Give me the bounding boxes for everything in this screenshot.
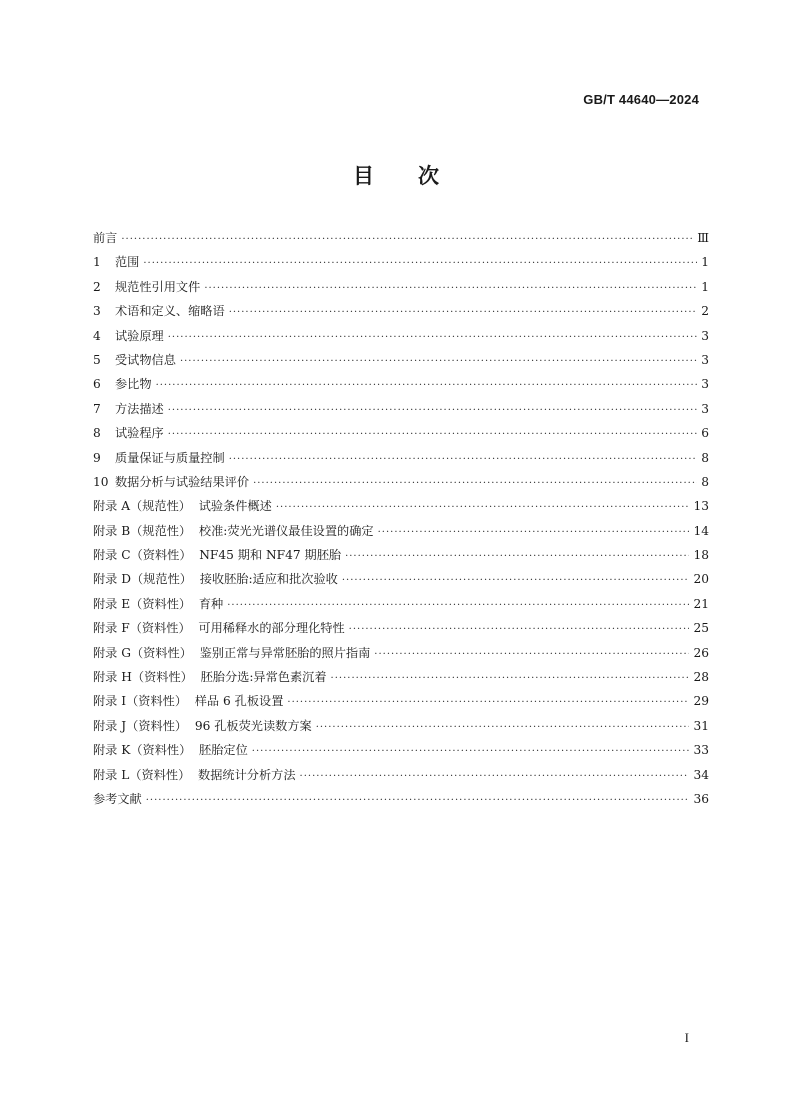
toc-entry-number: 5 bbox=[93, 352, 101, 367]
toc-entry-label: 附录 L（资料性） 数据统计分析方法 bbox=[93, 767, 296, 782]
toc-entry[interactable] bbox=[93, 689, 709, 713]
toc-entry-number: 6 bbox=[93, 377, 101, 392]
toc-entry-label: 附录 D（规范性） 接收胚胎:适应和批次验收 bbox=[93, 572, 338, 587]
toc-entry[interactable] bbox=[93, 324, 709, 348]
toc-entry-label: 附录 H（资料性） 胚胎分选:异常色素沉着 bbox=[93, 670, 327, 685]
dot-leader bbox=[168, 423, 697, 447]
dot-leader bbox=[168, 326, 697, 350]
toc-entry-number: 10 bbox=[93, 474, 109, 489]
toc-entry-page: 28 bbox=[693, 670, 709, 685]
toc-entry-number: 4 bbox=[93, 328, 101, 343]
toc-entry-page: 18 bbox=[693, 548, 709, 563]
toc-entry[interactable] bbox=[93, 763, 709, 787]
toc-entry-label: 方法描述 bbox=[115, 401, 164, 416]
toc-entry-label: 术语和定义、缩略语 bbox=[115, 304, 225, 319]
toc-entry[interactable] bbox=[93, 714, 709, 738]
page-number: I bbox=[684, 1030, 689, 1045]
dot-leader bbox=[300, 765, 690, 789]
toc-entry-page: 13 bbox=[693, 499, 709, 514]
toc-entry-label: 附录 F（资料性） 可用稀释水的部分理化特性 bbox=[93, 621, 345, 636]
toc-entry-number: 2 bbox=[93, 279, 101, 294]
toc-entry-number: 3 bbox=[93, 304, 101, 319]
toc-entry[interactable] bbox=[93, 446, 709, 470]
toc-entry-label: 数据分析与试验结果评价 bbox=[115, 474, 250, 489]
toc-entry-page: 2 bbox=[701, 304, 709, 319]
dot-leader bbox=[229, 301, 697, 325]
toc-entry[interactable] bbox=[93, 665, 709, 689]
toc-entry[interactable] bbox=[93, 543, 709, 567]
toc-entry[interactable] bbox=[93, 226, 709, 250]
toc-entry-label: 受试物信息 bbox=[115, 352, 176, 367]
toc-entry[interactable] bbox=[93, 397, 709, 421]
dot-leader bbox=[316, 716, 690, 740]
toc-entry-number: 7 bbox=[93, 401, 101, 416]
dot-leader bbox=[229, 448, 697, 472]
table-of-contents bbox=[93, 226, 709, 811]
dot-leader bbox=[143, 252, 697, 276]
toc-entry-page: 36 bbox=[693, 791, 709, 806]
toc-entry-label: 附录 I（资料性） 样品 6 孔板设置 bbox=[93, 694, 284, 709]
toc-entry[interactable] bbox=[93, 616, 709, 640]
toc-entry-label: 试验原理 bbox=[115, 328, 164, 343]
dot-leader bbox=[146, 789, 690, 813]
toc-entry-page: 8 bbox=[701, 474, 709, 489]
dot-leader bbox=[276, 496, 690, 520]
dot-leader bbox=[349, 618, 690, 642]
toc-entry-number: 8 bbox=[93, 426, 101, 441]
toc-entry-label: 附录 B（规范性） 校准:荧光光谱仪最佳设置的确定 bbox=[93, 523, 374, 538]
toc-entry-page: 31 bbox=[693, 718, 709, 733]
toc-entry-number: 1 bbox=[93, 255, 101, 270]
toc-entry-label: 规范性引用文件 bbox=[115, 279, 201, 294]
toc-entry-page: 29 bbox=[693, 694, 709, 709]
toc-entry[interactable] bbox=[93, 787, 709, 811]
toc-entry-label: 附录 C（资料性） NF45 期和 NF47 期胚胎 bbox=[93, 548, 342, 563]
dot-leader bbox=[345, 545, 689, 569]
standard-code: GB/T 44640—2024 bbox=[583, 92, 699, 107]
dot-leader bbox=[168, 399, 697, 423]
toc-entry-label: 附录 G（资料性） 鉴别正常与异常胚胎的照片指南 bbox=[93, 645, 371, 660]
toc-entry[interactable] bbox=[93, 470, 709, 494]
toc-entry-page: 1 bbox=[701, 255, 709, 270]
toc-entry-page: 33 bbox=[693, 743, 709, 758]
toc-entry[interactable] bbox=[93, 738, 709, 762]
toc-entry-page: 21 bbox=[693, 596, 709, 611]
toc-entry[interactable] bbox=[93, 494, 709, 518]
toc-entry-label: 范围 bbox=[115, 255, 140, 270]
toc-entry-label: 质量保证与质量控制 bbox=[115, 450, 225, 465]
toc-entry-label: 前言 bbox=[93, 231, 118, 245]
dot-leader bbox=[342, 569, 690, 593]
dot-leader bbox=[180, 350, 697, 374]
toc-entry-label: 附录 J（资料性） 96 孔板荧光读数方案 bbox=[93, 718, 312, 733]
toc-entry[interactable] bbox=[93, 421, 709, 445]
toc-entry[interactable] bbox=[93, 372, 709, 396]
toc-entry-label: 附录 A（规范性） 试验条件概述 bbox=[93, 499, 272, 514]
toc-entry-page: 25 bbox=[693, 621, 709, 636]
dot-leader bbox=[204, 277, 697, 301]
toc-entry-page: 3 bbox=[701, 401, 709, 416]
toc-title-char-2: 次 bbox=[418, 164, 439, 188]
toc-entry-label: 试验程序 bbox=[115, 426, 164, 441]
toc-entry-label: 参比物 bbox=[115, 377, 152, 392]
toc-title-char-1: 目 bbox=[353, 164, 374, 188]
toc-entry-label: 附录 K（资料性） 胚胎定位 bbox=[93, 743, 248, 758]
dot-leader bbox=[227, 594, 689, 618]
dot-leader bbox=[287, 691, 689, 715]
toc-entry-number: 9 bbox=[93, 450, 101, 465]
dot-leader bbox=[252, 740, 690, 764]
toc-entry[interactable] bbox=[93, 250, 709, 274]
toc-entry-page: 20 bbox=[693, 572, 709, 587]
toc-entry-page: 34 bbox=[693, 767, 709, 782]
dot-leader bbox=[253, 472, 697, 496]
toc-entry-label: 参考文献 bbox=[93, 791, 142, 806]
toc-entry[interactable] bbox=[93, 641, 709, 665]
toc-entry[interactable] bbox=[93, 519, 709, 543]
dot-leader bbox=[156, 374, 697, 398]
dot-leader bbox=[331, 667, 690, 691]
toc-entry-page: 6 bbox=[701, 426, 709, 441]
toc-entry-page: Ⅲ bbox=[697, 231, 709, 245]
toc-entry-page: 3 bbox=[701, 352, 709, 367]
toc-entry-page: 3 bbox=[701, 328, 709, 343]
toc-entry-label: 附录 E（资料性） 育种 bbox=[93, 596, 224, 611]
toc-entry-page: 8 bbox=[701, 450, 709, 465]
toc-entry[interactable] bbox=[93, 592, 709, 616]
toc-entry-page: 26 bbox=[693, 645, 709, 660]
toc-entry[interactable] bbox=[93, 348, 709, 372]
toc-entry[interactable] bbox=[93, 275, 709, 299]
toc-entry-page: 1 bbox=[701, 279, 709, 294]
toc-entry-page: 3 bbox=[701, 377, 709, 392]
toc-entry[interactable] bbox=[93, 567, 709, 591]
toc-entry-page: 14 bbox=[693, 523, 709, 538]
dot-leader bbox=[374, 643, 689, 667]
toc-title bbox=[0, 160, 792, 190]
dot-leader bbox=[121, 228, 693, 252]
dot-leader bbox=[378, 521, 690, 545]
toc-entry[interactable] bbox=[93, 299, 709, 323]
